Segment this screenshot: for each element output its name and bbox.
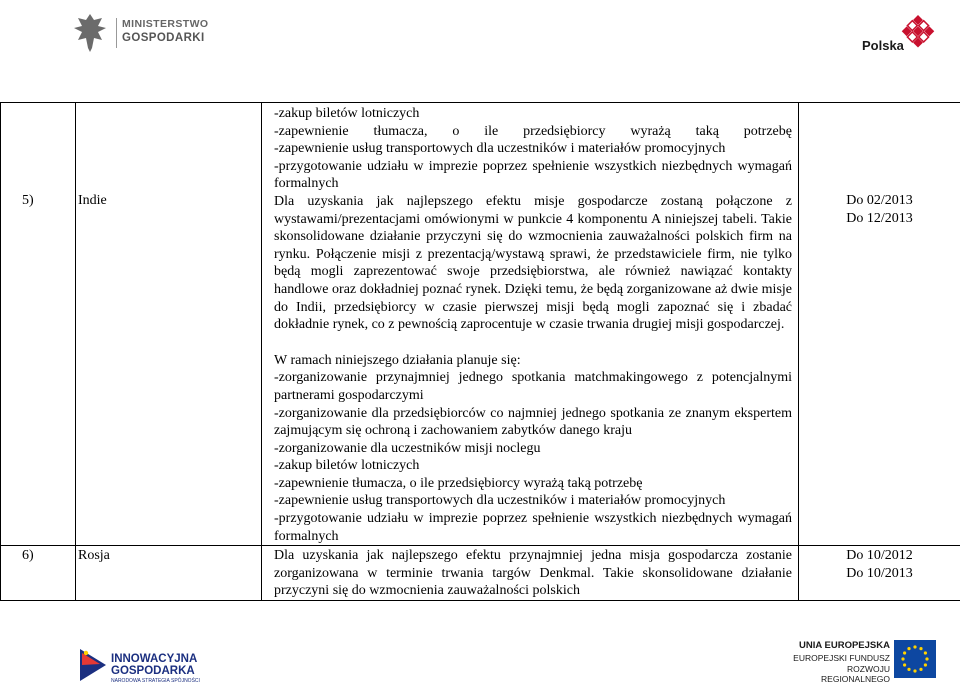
list-item: -zapewnienie tłumacza, o ile przedsiębiorcy wyrażą taką potrzebę: [274, 475, 643, 491]
eu-logo: [790, 638, 940, 682]
date-start: Do 10/2012: [846, 548, 913, 564]
ig-logo-line1: INNOWACYJNA: [111, 653, 198, 665]
cont-line: -zakup biletów lotniczych: [274, 106, 420, 121]
date-end: Do 10/2013: [846, 565, 913, 581]
row-number: 5): [22, 193, 34, 208]
innowacyjna-gospodarka-logo: [80, 645, 210, 685]
list-item: -zakup biletów lotniczych: [274, 458, 420, 474]
polska-kite-icon: [898, 12, 938, 52]
eu-logo-line3: ROZWOJU REGIONALNEGO: [821, 664, 890, 684]
ministry-logo-line1: MINISTERSTWO: [122, 18, 209, 30]
paragraph-text: Dla uzyskania jak najlepszego efektu misje gospodarcze zostaną połączone z wystawami/prezentacjami omówionymi w punkcie 4 komponentu A niniejszej tabeli. Takie skonsolidowane działanie przyczyni się do wzmocnienia zauważalności polskich firm na rynku.: [274, 193, 792, 262]
eu-logo-line1: UNIA EUROPEJSKA: [799, 640, 890, 651]
eagle-emblem-icon: [70, 10, 110, 54]
polska-logo: [860, 14, 940, 64]
country-name: Indie: [78, 193, 107, 208]
list-item: -przygotowanie udziału w imprezie poprzez spełnienie wszystkich niezbędnych wymagań formalnych: [274, 511, 792, 544]
date-end: Do 12/2013: [846, 210, 913, 226]
activities-table: [0, 102, 960, 601]
cont-line: -przygotowanie udziału w imprezie poprzez spełnienie wszystkich niezbędnych wymagań formalnych: [274, 158, 792, 192]
ig-logo-line2: GOSPODARKA: [111, 665, 195, 677]
ig-logo-line3: NARODOWA STRATEGIA SPÓJNOŚCI: [111, 678, 200, 684]
eu-logo-line2: EUROPEJSKI FUNDUSZ: [793, 653, 890, 663]
paragraph-text: Dla uzyskania jak najlepszego efektu przynajmniej jedna misja gospodarcza zostanie zorganizowana w terminie trwania targów Denkmal. Takie skonsolidowane działanie przyczyni się do wzmocnienia zauważalności polskich: [274, 548, 792, 599]
eu-flag-icon: [894, 640, 936, 678]
paragraph-text: Połączenie misji z prezentacją/wystawą sprawi, że przedstawiciele firm, nie tylko będą mogli zaprezentować swoje przedsiębiorstwa, ale również nawiązać kontakty handlowe oraz dokładniej poznać rynek. Dzięki temu, że będą zorganizowane aż dwie misje do Indii, przedsiębiorcy w czasie pierwszej misji będą mogli zapoznać się i zbadać dokładnie rynek, co z pewnością zaprocentuje w czasie trwania drugiej misji gospodarczej.: [274, 246, 792, 333]
list-item: -zapewnienie usług transportowych dla uczestników i materiałów promocyjnych: [274, 493, 726, 509]
country-name: Rosja: [78, 548, 110, 564]
list-item: -zorganizowanie dla uczestników misji noclegu: [274, 440, 541, 456]
ministry-logo: [70, 10, 209, 56]
date-start: Do 02/2013: [846, 193, 913, 208]
ig-arrow-icon: [80, 645, 106, 681]
cont-line: -zapewnienie tłumacza, o ile przedsiębiorcy wyrażą taką potrzebę: [274, 123, 792, 139]
polska-logo-text: Polska: [862, 38, 904, 53]
cont-line: -zapewnienie usług transportowych dla uczestników i materiałów promocyjnych: [274, 141, 726, 157]
row-number: 6): [22, 548, 34, 564]
list-item: -zorganizowanie przynajmniej jednego spotkania matchmakingowego z potencjalnymi partnerami gospodarczymi: [274, 370, 792, 403]
plan-intro: W ramach niniejszego działania planuje się:: [274, 352, 521, 368]
ministry-logo-line2: GOSPODARKI: [122, 32, 205, 44]
table-row: [1, 103, 960, 546]
list-item: -zorganizowanie dla przedsiębiorców co najmniej jednego spotkania ze znanym ekspertem zajmującym się ochroną i zachowaniem zabytków danego kraju: [274, 405, 792, 439]
table-row: [1, 546, 960, 601]
